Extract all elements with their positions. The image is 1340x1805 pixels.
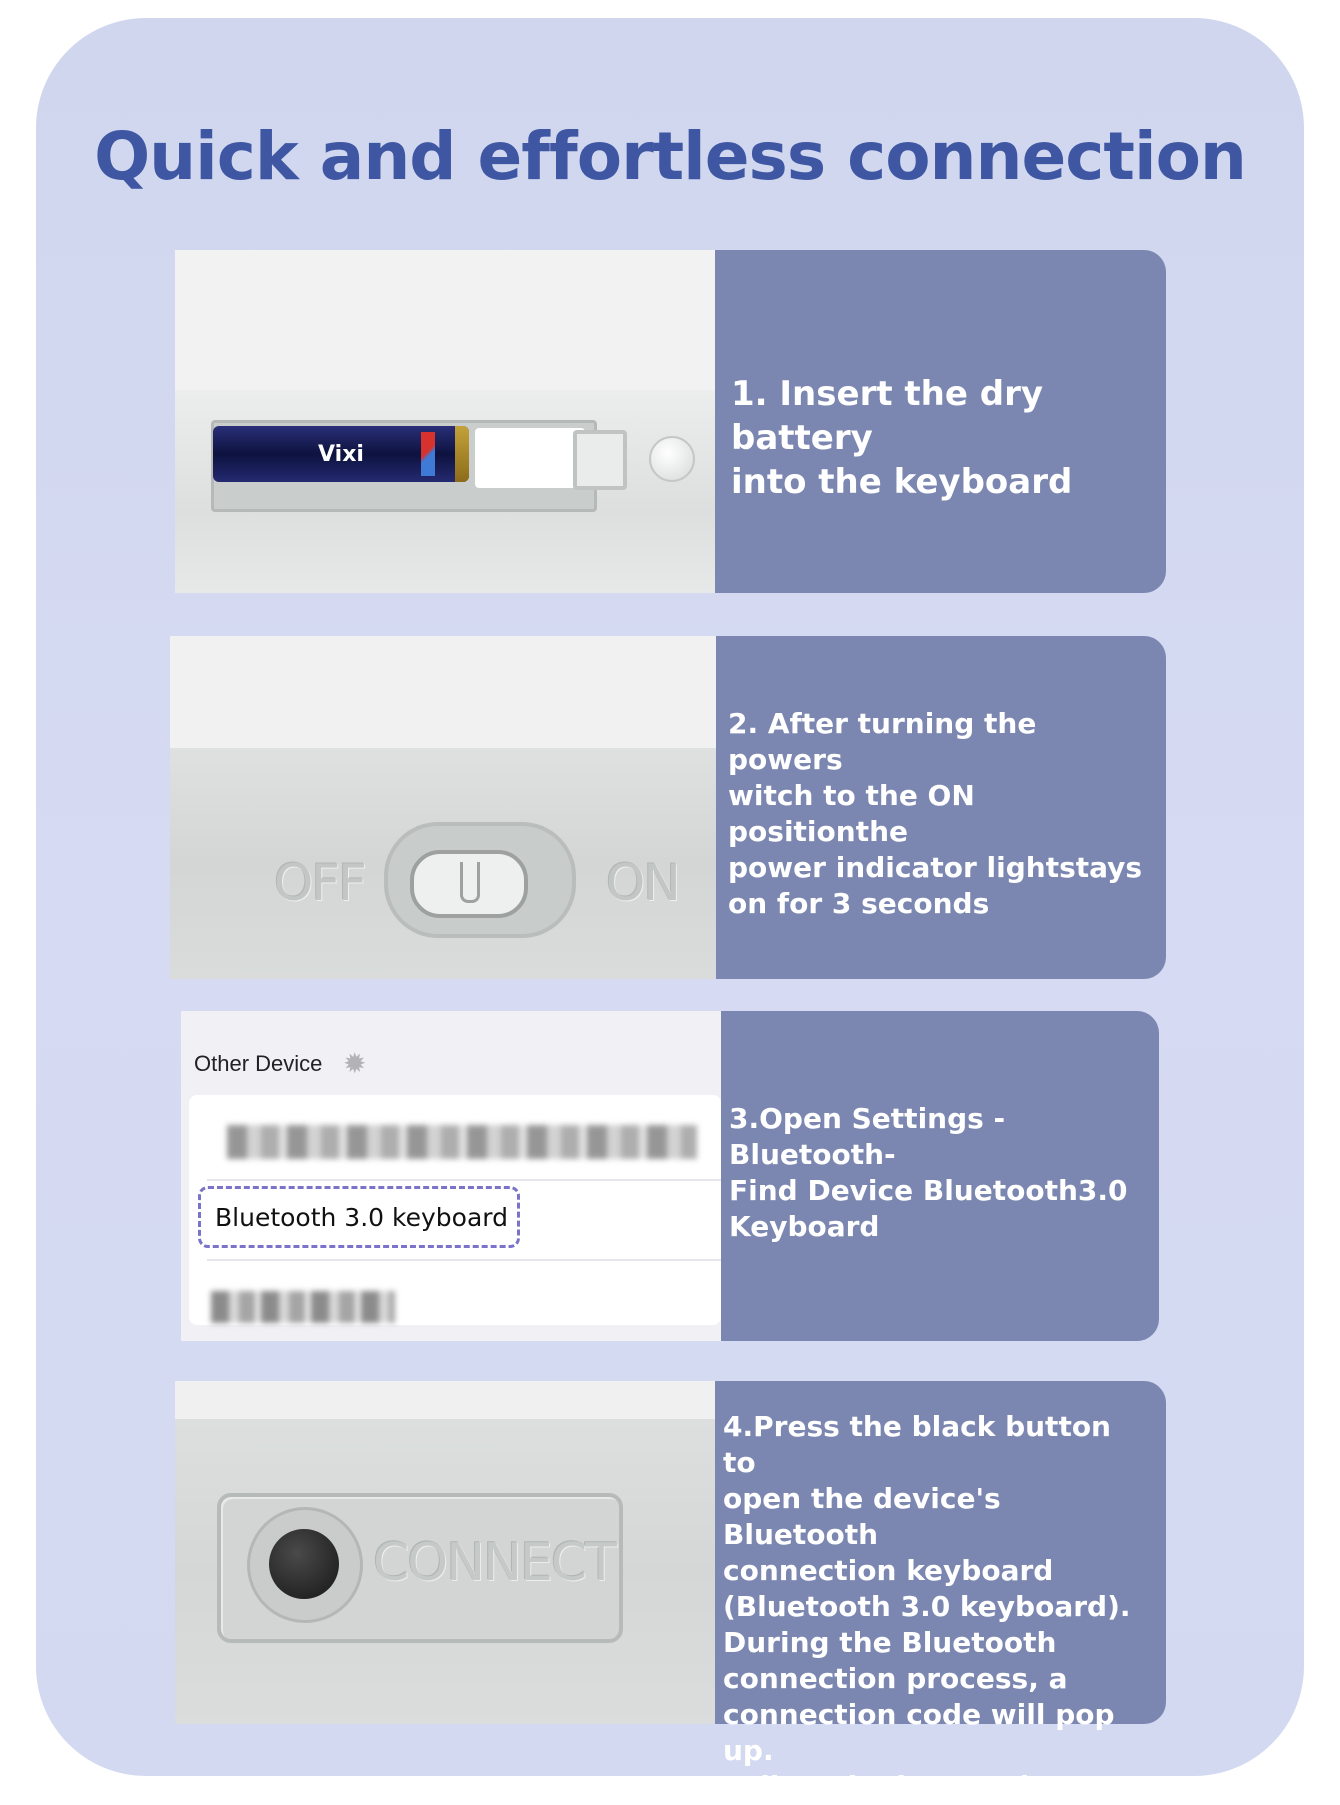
connect-label: CONNECT (373, 1533, 615, 1593)
step-2-text: 2. After turning the powers witch to the ON positionthe power indicator lightstays on for 3 seconds (728, 707, 1143, 920)
other-device-label: Other Device (194, 1051, 323, 1076)
step-4-text: 4.Press the black button to open the device's Bluetooth connection keyboard (Bluetooth 3.0 keyboard). During the Bluetooth connection process, a connection code will pop up. Follow the instructions. (723, 1410, 1131, 1803)
battery-terminal (455, 426, 469, 482)
bluetooth-keyboard-list-item[interactable] (198, 1186, 520, 1248)
loading-spinner-icon: ✹ (343, 1047, 367, 1080)
step-1-text: 1. Insert the dry battery into the keyboard (731, 374, 1073, 502)
step-4-card (175, 1381, 1166, 1803)
battery-compartment-photo (175, 250, 715, 593)
step-2-card (170, 636, 1166, 979)
connect-button-icon (269, 1529, 339, 1599)
round-button-icon (649, 436, 695, 482)
bluetooth-settings-screenshot (181, 1011, 721, 1341)
step-4-text-block (715, 1381, 1166, 1803)
battery-stripe (421, 432, 435, 476)
step-1-card (175, 250, 1166, 593)
step-3-text: 3.Open Settings -Bluetooth- Find Device Bluetooth3.0 Keyboard (729, 1102, 1128, 1243)
battery-brand-label: Vixi (318, 441, 364, 467)
step-3-card (181, 1011, 1159, 1341)
device-name-label: Bluetooth 3.0 keyboard (215, 1202, 508, 1232)
connect-button-photo (175, 1381, 715, 1724)
switch-knob-groove (460, 862, 480, 903)
power-switch-photo (170, 636, 716, 979)
blurred-device-name (211, 1291, 395, 1323)
battery-spring (475, 428, 585, 488)
step-1-text-block (715, 250, 1166, 593)
battery-icon (213, 426, 469, 482)
blurred-device-name (227, 1125, 697, 1159)
on-label: ON (606, 854, 679, 912)
step-2-text-block (716, 636, 1166, 979)
off-label: OFF (274, 854, 365, 912)
list-divider (207, 1259, 721, 1261)
step-3-text-block (721, 1011, 1159, 1341)
page-title: Quick and effortless connection (94, 118, 1246, 195)
battery-clip (573, 430, 627, 490)
list-divider (207, 1179, 721, 1181)
